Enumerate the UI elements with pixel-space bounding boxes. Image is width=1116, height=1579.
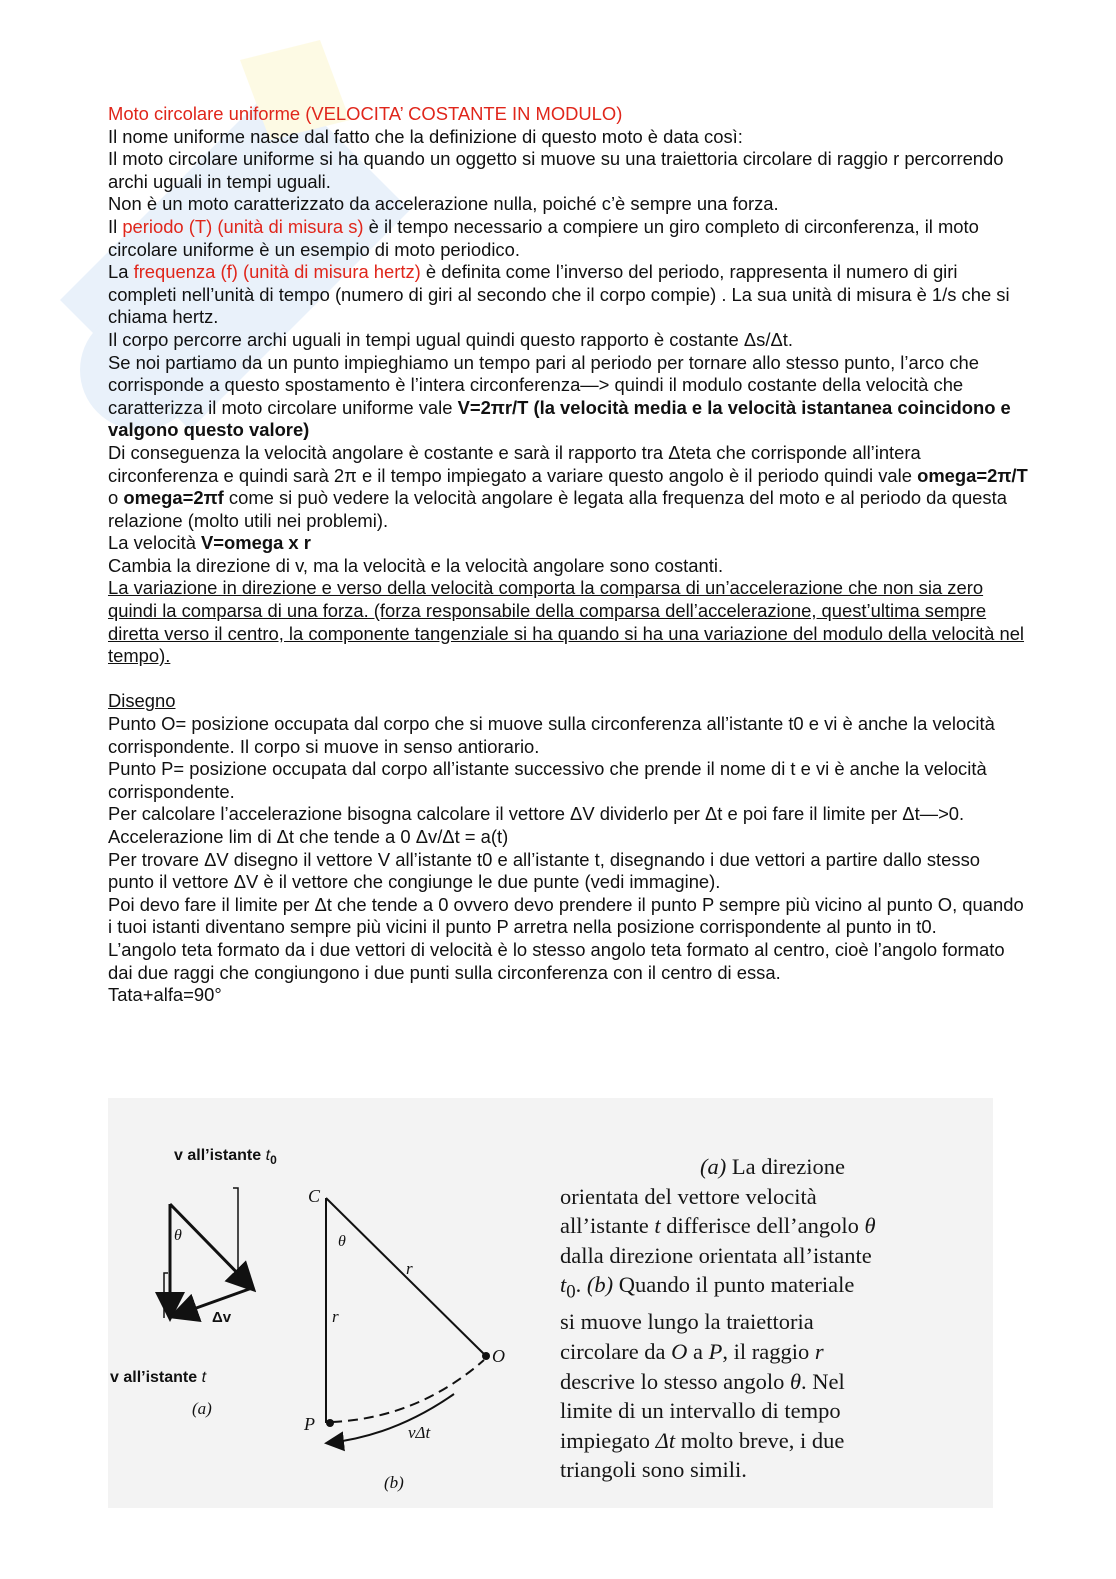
caption-line-2: orientata del vettore velocità <box>560 1183 817 1209</box>
disegno-heading: Disegno <box>108 690 176 712</box>
vel-formula-bold: V=omega x r <box>201 532 311 554</box>
v-t0-label: v all’istante $t_0$ <box>174 1147 277 1167</box>
intro-paragraph-1: Il nome uniforme nasce dal fatto che la definizione di questo moto è data così: <box>108 125 743 147</box>
archi-paragraph: Il corpo percorre archi uguali in tempi ugual quindi questo rapporto è costante Δs/Δt. <box>108 328 793 350</box>
diagram-b <box>326 1198 486 1443</box>
subfigure-b-label: (b) <box>384 1473 404 1492</box>
caption-line-3: all’istante t differisce dell’angolo θ <box>560 1213 876 1239</box>
tata-paragraph: Tata+alfa=90° <box>108 984 222 1006</box>
frequenza-term: frequenza (f) (unità di misura hertz) <box>133 261 421 283</box>
trovare-paragraph: Per trovare ΔV disegno il vettore V all’istante t0 e all’istante t, disegnando i due vettori a partire dallo stesso punto il vettore ΔV è il vettore che congiunge le due punte (vedi immagine). <box>108 848 981 893</box>
section-title: Moto circolare uniforme (VELOCITA’ COSTANTE IN MODULO) <box>108 103 623 124</box>
frequenza-pre: La <box>108 261 134 283</box>
angolo-paragraph: L’angolo teta formato da i due vettori di velocità è lo stesso angolo teta formato al centro, cioè l’angolo formato dai due raggi che congiungono i due punti sulla circonferenza con il centro di essa. <box>108 938 1005 983</box>
calcolare-paragraph: Per calcolare l’accelerazione bisogna calcolare il vettore ΔV dividerlo per Δt e poi fare il limite per Δt—>0. <box>108 803 965 825</box>
omega-formula-1: omega=2π/T <box>917 464 1028 486</box>
v-t0-vector <box>170 1204 252 1288</box>
direzione-paragraph: Cambia la direzione di v, ma la velocità e la velocità angolare sono costanti. <box>108 554 724 576</box>
periodo-post: è il tempo necessario a compiere un giro completo di circonferenza, il moto circolare uniforme è un esempio di moto periodico. <box>108 215 979 260</box>
periodo-paragraph <box>108 216 1028 261</box>
point-C-label: C <box>308 1186 321 1206</box>
angolare-paragraph <box>108 442 1028 532</box>
subfigure-a-label: (a) <box>192 1399 212 1418</box>
punto-p-paragraph: Punto P= posizione occupata dal corpo all’istante successivo che prende il nome di t e vi è anche la velocità corrispondente. <box>108 758 987 802</box>
frequenza-paragraph <box>108 261 1028 329</box>
leader-line-t <box>164 1273 168 1318</box>
angolare-text-2: o <box>108 487 124 509</box>
caption-line-1: (a) La direzione <box>700 1154 845 1179</box>
caption-line-7: circolare da O a P, il raggio r <box>560 1339 824 1365</box>
velocita-paragraph <box>108 352 1028 442</box>
intro-paragraph-3: Non è un moto caratterizzato da accelerazione nulla, poiché c’è sempre una forza. <box>108 193 779 215</box>
spacer <box>108 668 1028 691</box>
periodo-term: periodo (T) (unità di misura s) <box>122 215 364 237</box>
radius-label-1: r <box>406 1259 413 1278</box>
v-delta-t-label: vΔt <box>408 1423 431 1442</box>
leader-line-t0 <box>233 1188 238 1278</box>
vel-formula-pre: La velocità <box>108 532 202 554</box>
caption-line-8: descrive lo stesso angolo θ. Nel <box>560 1368 845 1394</box>
theta-label-a: θ <box>174 1227 182 1244</box>
textbook-figure <box>108 1098 993 1508</box>
caption-line-11: triangoli sono simili. <box>560 1457 747 1483</box>
intro-paragraph-2: Il moto circolare uniforme si ha quando un oggetto si muove su una traiettoria circolare di raggio r percorrendo archi uguali in tempi uguali. <box>108 148 1004 192</box>
point-O-dot <box>482 1352 490 1360</box>
figure-caption <box>560 1152 980 1485</box>
radius-label-2: r <box>332 1307 339 1326</box>
frequenza-post: è definita come l’inverso del periodo, rappresenta il numero di giri completi nell’unità di tempo (numero di giri al secondo che il corpo compie) . La sua unità di misura è 1/s che si chiama hertz. <box>108 261 1010 328</box>
point-P-dot <box>326 1419 334 1427</box>
diagram-a <box>164 1188 252 1318</box>
caption-line-6: si muove lungo la traiettoria <box>560 1309 814 1335</box>
underlined-paragraph: La variazione in direzione e verso della velocità comporta la comparsa di un’accelerazione che non sia zero quindi la comparsa di una forza. (forza responsabile della comparsa dell’accelerazione, quest’ultima sempre diretta verso il centro, la componente tangenziale si ha quando si ha una variazione del modulo della velocità nel tempo). <box>108 577 1025 667</box>
angolare-text-1: Di conseguenza la velocità angolare è costante e sarà il rapporto tra Δteta che corrisponde all’intera circonferenza e quindi sarà 2π e il tempo impiegato a variare questo angolo è il periodo quindi vale <box>108 441 921 486</box>
punto-o-paragraph: Punto O= posizione occupata dal corpo che si muove sulla circonferenza all’istante t0 e vi è anche la velocità corrispondente. Il corpo si muove in senso antiorario. <box>108 713 995 757</box>
omega-formula-2: omega=2πf <box>123 487 224 509</box>
angolare-text-3: come si può vedere la velocità angolare è legata alla frequenza del moto e al periodo da questa relazione (molto utili nei problemi). <box>108 487 1007 531</box>
velocita-text: Se noi partiamo da un punto impieghiamo un tempo pari al periodo per tornare allo stesso punto, l’arco che corrisponde a questo spostamento è l’intera circonferenza—> quindi il modulo costante della velocità che caratterizza il moto circolare uniforme vale <box>108 351 980 418</box>
periodo-pre: Il <box>108 215 123 237</box>
theta-label-b: θ <box>338 1233 346 1250</box>
vel-formula-paragraph <box>108 532 1028 555</box>
caption-line-4: dalla direzione orientata all’istante <box>560 1242 872 1268</box>
accelerazione-paragraph: Accelerazione lim di Δt che tende a 0 Δv/Δt = a(t) <box>108 826 509 847</box>
point-O-label: O <box>492 1346 505 1366</box>
limite-paragraph: Poi devo fare il limite per Δt che tende a 0 ovvero devo prendere il punto P sempre più vicino al punto O, quando i tuoi istanti diventano sempre più vicini il punto P arretra nella posizione corrispondente al punto in t0. <box>108 893 1024 938</box>
velocita-formula: V=2πr/T (la velocità media e la velocità istantanea coincidono e valgono questo valore) <box>108 396 1011 441</box>
caption-line-10: impiegato Δt molto breve, i due <box>560 1427 845 1453</box>
arc-P-O <box>332 1360 484 1422</box>
caption-line-5: $t_0$. (b) Quando il punto materiale <box>560 1272 855 1303</box>
arc-arrow <box>328 1394 454 1443</box>
point-P-label: P <box>304 1414 315 1434</box>
caption-line-9: limite di un intervallo di tempo <box>560 1398 841 1424</box>
v-t-label: v all’istante t <box>110 1369 207 1386</box>
document-body <box>108 103 1028 1007</box>
delta-v-label: Δv <box>212 1309 232 1326</box>
